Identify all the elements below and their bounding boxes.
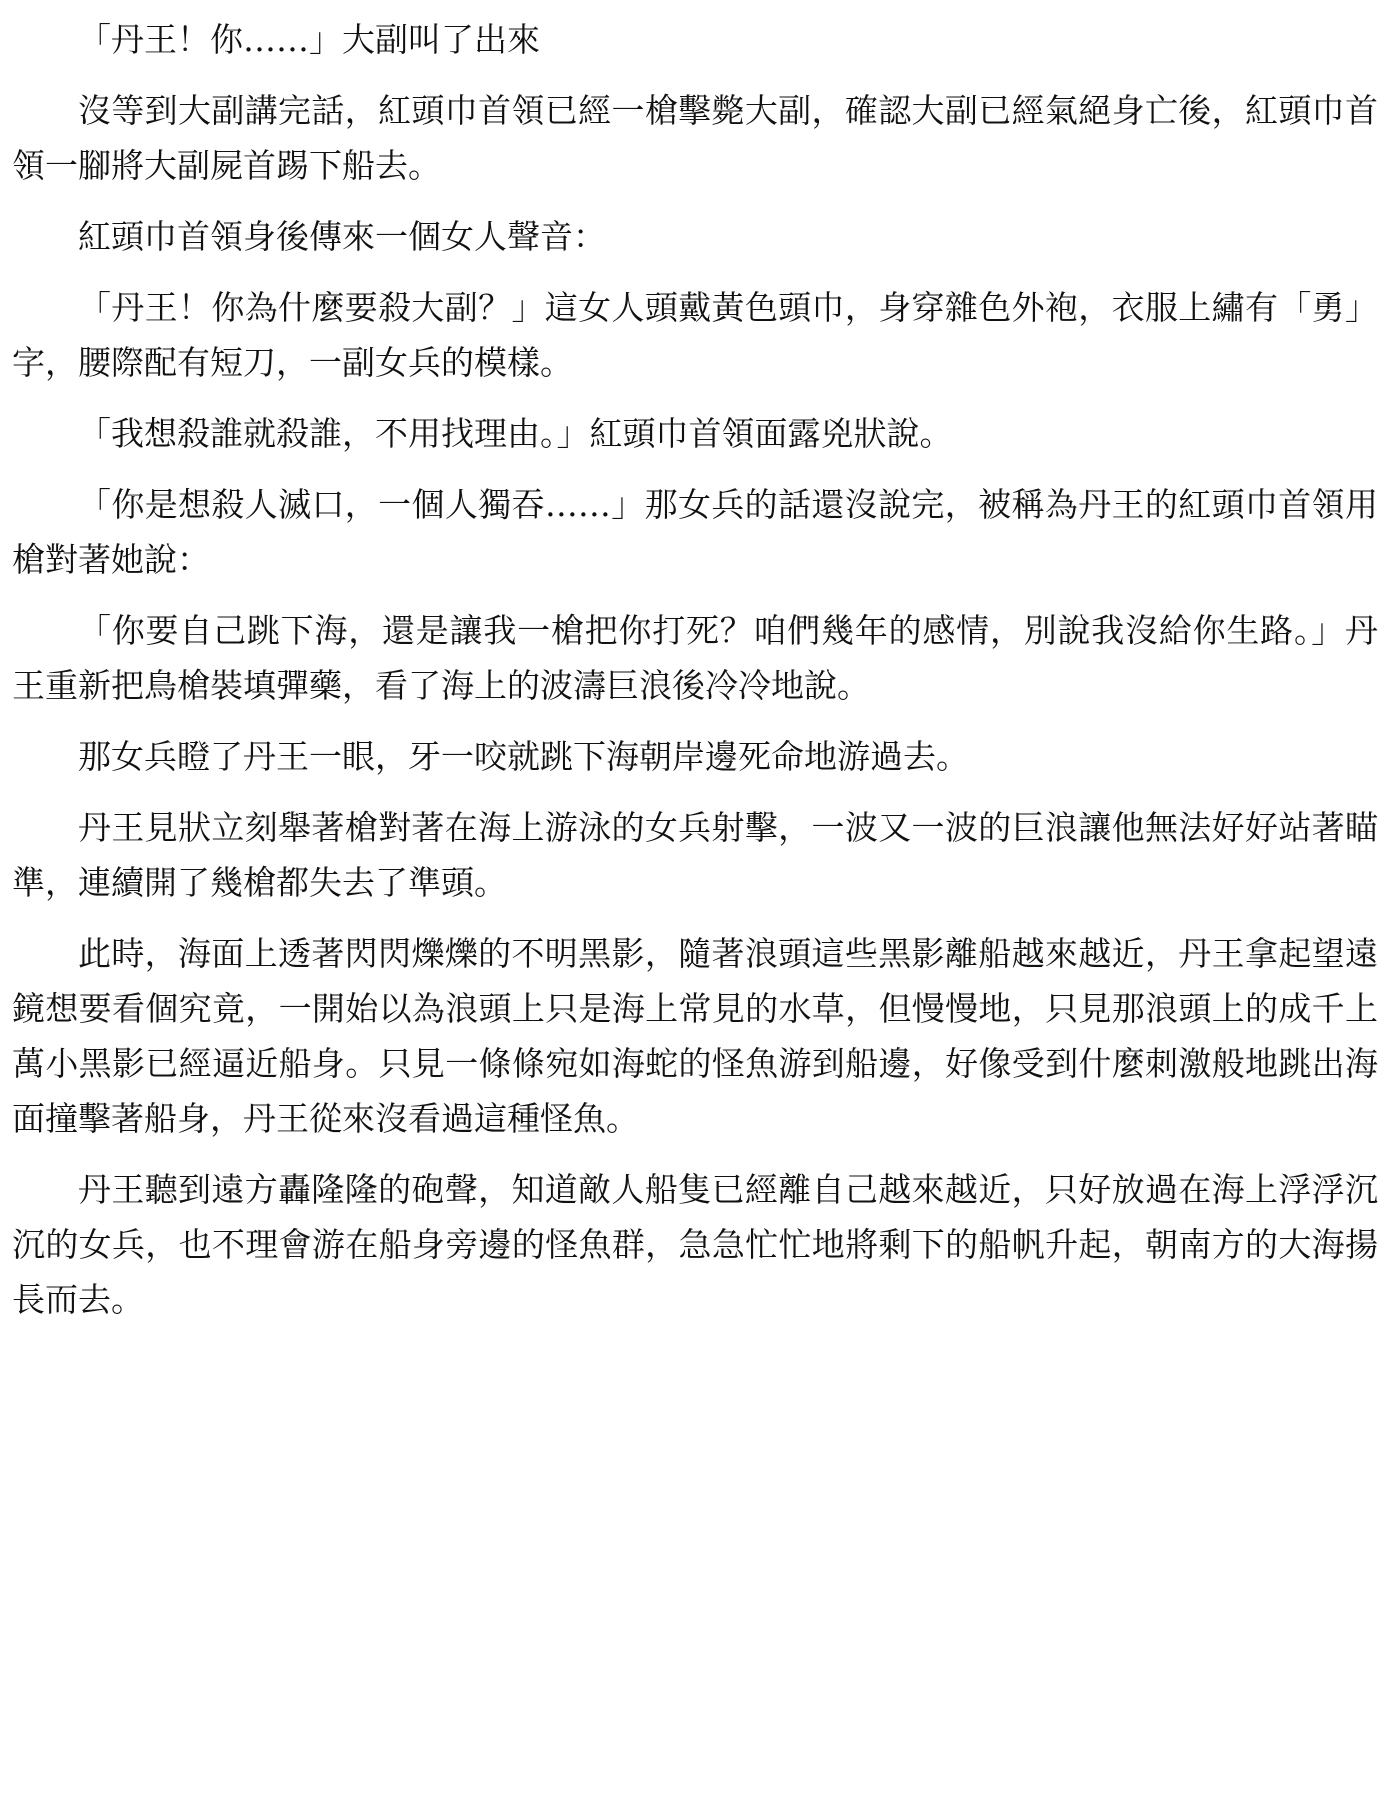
document-page [12,12,1378,1788]
paragraph-2: 沒等到大副講完話，紅頭巾首領已經一槍擊斃大副，確認大副已經氣絕身亡後，紅頭巾首領一腳將大副屍首踢下船去。 [12,91,1378,185]
paragraph-9: 丹王見狀立刻舉著槍對著在海上游泳的女兵射擊，一波又一波的巨浪讓他無法好好站著瞄準，連續開了幾槍都失去了準頭。 [12,808,1378,902]
paragraph-11: 丹王聽到遠方轟隆隆的砲聲，知道敵人船隻已經離自己越來越近，只好放過在海上浮浮沉沉的女兵，也不理會游在船身旁邊的怪魚群，急急忙忙地將剩下的船帆升起，朝南方的大海揚長而去。 [12,1170,1378,1319]
paragraph-7: 「你要自己跳下海，還是讓我一槍把你打死？咱們幾年的感情，別說我沒給你生路。」丹王重新把鳥槍裝填彈藥，看了海上的波濤巨浪後冷冷地說。 [12,611,1378,705]
paragraph-6: 「你是想殺人滅口，一個人獨吞……」那女兵的話還沒說完，被稱為丹王的紅頭巾首領用槍對著她說： [12,485,1378,579]
paragraph-5: 「我想殺誰就殺誰，不用找理由。」紅頭巾首領面露兇狀說。 [78,414,953,453]
paragraph-4: 「丹王！你為什麼要殺大副？」這女人頭戴黃色頭巾，身穿雜色外袍，衣服上繡有「勇」字，腰際配有短刀，一副女兵的模樣。 [12,288,1378,382]
paragraph-8: 那女兵瞪了丹王一眼，牙一咬就跳下海朝岸邊死命地游過去。 [78,737,969,776]
paragraph-1: 「丹王！你……」大副叫了出來 [78,20,540,59]
paragraph-3: 紅頭巾首領身後傳來一個女人聲音： [78,217,606,256]
paragraph-10: 此時，海面上透著閃閃爍爍的不明黑影，隨著浪頭這些黑影離船越來越近，丹王拿起望遠鏡想要看個究竟，一開始以為浪頭上只是海上常見的水草，但慢慢地，只見那浪頭上的成千上萬小黑影已經逼近船身。只見一條條宛如海蛇的怪魚游到船邊，好像受到什麼刺激般地跳出海面撞擊著船身，丹王從來沒看過這種怪魚。 [12,934,1378,1138]
